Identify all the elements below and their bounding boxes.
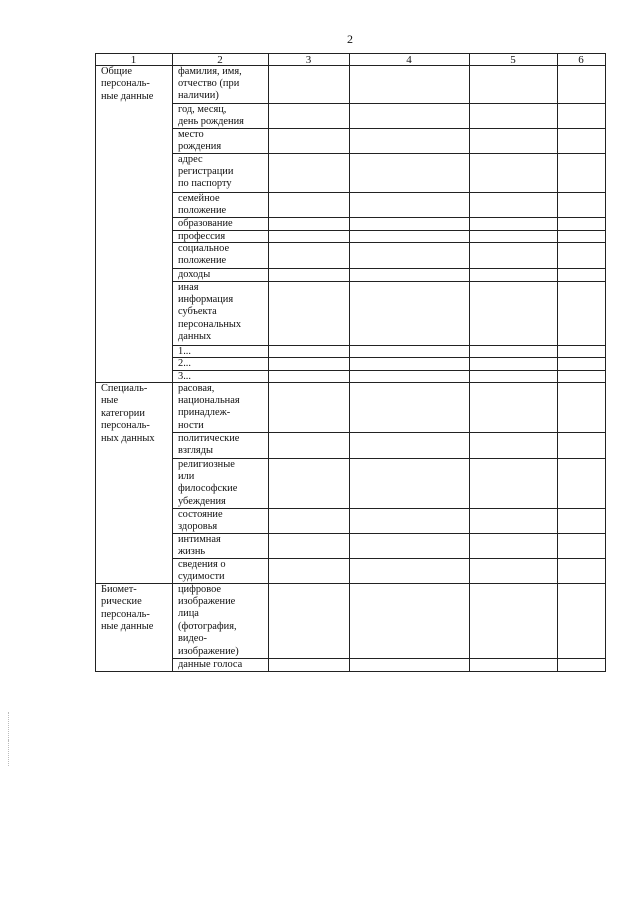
margin-dotted-mark bbox=[8, 740, 11, 766]
row-divider bbox=[172, 357, 605, 358]
row-divider bbox=[172, 230, 605, 231]
row-label: цифровое изображение лица (фотография, видео- изображение) bbox=[178, 583, 239, 657]
column-header-2: 2 bbox=[217, 53, 223, 66]
column-header-5: 5 bbox=[510, 53, 516, 66]
column-header-6: 6 bbox=[578, 53, 584, 66]
row-label: социальное положение bbox=[178, 242, 230, 266]
column-divider bbox=[557, 53, 558, 671]
row-label: 3... bbox=[178, 370, 191, 382]
row-label: состояние здоровья bbox=[178, 508, 223, 532]
row-label: сведения о судимости bbox=[178, 558, 226, 582]
row-label: место рождения bbox=[178, 128, 222, 152]
row-divider bbox=[172, 242, 605, 243]
row-divider bbox=[172, 533, 605, 534]
row-divider bbox=[172, 192, 605, 193]
row-divider bbox=[172, 217, 605, 218]
row-divider bbox=[172, 558, 605, 559]
row-divider bbox=[172, 370, 605, 371]
group-label: Биомет- рические персональ- ные данные bbox=[101, 584, 154, 633]
row-label: фамилия, имя, отчество (при наличии) bbox=[178, 65, 242, 102]
column-header-1: 1 bbox=[130, 53, 137, 66]
row-label: данные голоса bbox=[178, 658, 243, 670]
table-border-right bbox=[605, 53, 606, 672]
row-label: образование bbox=[178, 217, 233, 229]
row-label: год, месяц, день рождения bbox=[178, 103, 244, 127]
column-header-4: 4 bbox=[406, 53, 412, 66]
column-divider bbox=[268, 53, 269, 671]
row-label: религиозные или философские убеждения bbox=[178, 458, 238, 507]
page-number: 2 bbox=[347, 32, 353, 46]
row-label: 2... bbox=[178, 357, 191, 369]
group-label: Специаль- ные категории персональ- ных данных bbox=[101, 383, 155, 444]
table-border-left bbox=[95, 53, 96, 671]
row-label: профессия bbox=[178, 230, 226, 242]
row-label: адрес регистрации по паспорту bbox=[178, 153, 234, 190]
row-label: иная информация субъекта персональных данных bbox=[178, 281, 242, 343]
column-divider bbox=[349, 53, 350, 671]
group-divider bbox=[95, 382, 605, 383]
row-label: доходы bbox=[178, 268, 211, 280]
group-label: Общие персональ- ные данные bbox=[101, 66, 154, 102]
row-label: 1... bbox=[178, 345, 191, 357]
row-divider bbox=[172, 508, 605, 509]
row-divider bbox=[172, 345, 605, 346]
column-divider bbox=[172, 53, 173, 671]
row-divider bbox=[172, 268, 605, 269]
group-divider bbox=[95, 583, 605, 584]
column-header-3: 3 bbox=[305, 53, 312, 66]
row-divider bbox=[172, 153, 605, 154]
row-label: семейное положение bbox=[178, 192, 227, 216]
row-label: интимная жизнь bbox=[178, 533, 221, 557]
column-divider bbox=[469, 53, 470, 671]
table-border-bottom bbox=[95, 671, 606, 672]
row-label: расовая, национальная принадлеж- ности bbox=[178, 382, 240, 431]
row-label: политические взгляды bbox=[178, 432, 240, 456]
